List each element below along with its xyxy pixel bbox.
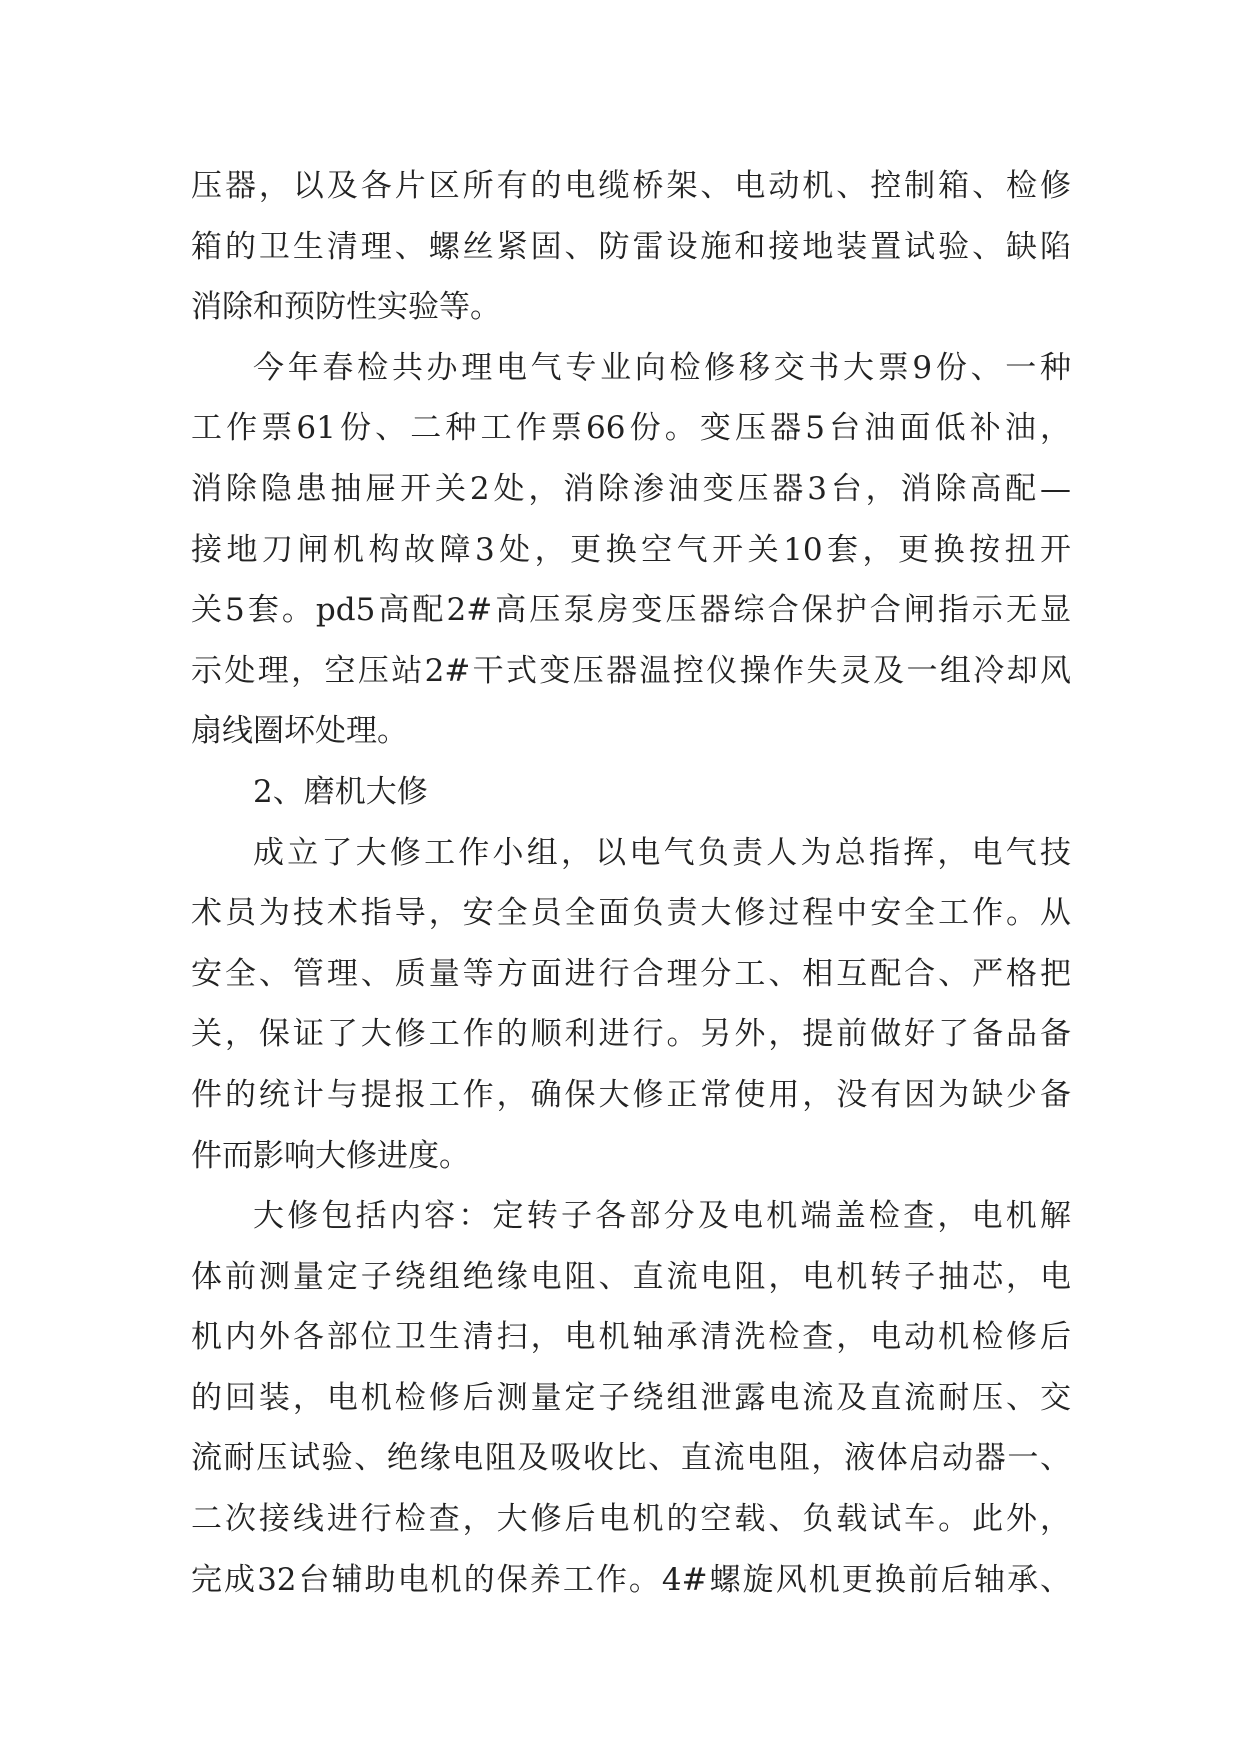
text-line: 流耐压试验、绝缘电阻及吸收比、直流电阻，液体启动器一、 (191, 1440, 1071, 1477)
text-line: 术员为技术指导，安全员全面负责大修过程中安全工作。从 (191, 895, 1071, 932)
text-line: 完成32台辅助电机的保养工作。4#螺旋风机更换前后轴承、 (191, 1561, 1071, 1598)
text-line: 箱的卫生清理、螺丝紧固、防雷设施和接地装置试验、缺陷 (191, 228, 1071, 265)
text-line: 消除和预防性实验等。 (191, 289, 501, 326)
text-line: 示处理，空压站2#干式变压器温控仪操作失灵及一组冷却风 (191, 652, 1071, 689)
paragraph-first-line: 大修包括内容：定转子各部分及电机端盖检查，电机解 (253, 1198, 1071, 1235)
text-line: 安全、管理、质量等方面进行合理分工、相互配合、严格把 (191, 955, 1071, 992)
text-line: 压器，以及各片区所有的电缆桥架、电动机、控制箱、检修 (191, 168, 1071, 204)
text-line: 接地刀闸机构故障3处，更换空气开关10套，更换按扭开 (191, 531, 1071, 568)
text-line: 关，保证了大修工作的顺利进行。另外，提前做好了备品备 (191, 1016, 1071, 1053)
text-line: 扇线圈坏处理。 (191, 713, 408, 750)
document-body (191, 156, 1071, 1610)
text-line: 的回装，电机检修后测量定子绕组泄露电流及直流耐压、交 (191, 1379, 1071, 1416)
text-line: 机内外各部位卫生清扫，电机轴承清洗检查，电动机检修后 (191, 1319, 1071, 1356)
section-heading: 2、磨机大修 (253, 773, 428, 810)
text-line: 消除隐患抽屉开关2处，消除渗油变压器3台，消除高配— (191, 470, 1071, 507)
text-line: 体前测量定子绕组绝缘电阻、直流电阻，电机转子抽芯，电 (191, 1258, 1071, 1295)
text-line: 件而影响大修进度。 (191, 1137, 470, 1174)
paragraph-first-line: 成立了大修工作小组，以电气负责人为总指挥，电气技 (253, 834, 1071, 871)
text-line: 关5套。pd5高配2#高压泵房变压器综合保护合闸指示无显 (191, 592, 1071, 629)
text-line: 二次接线进行检查，大修后电机的空载、负载试车。此外， (191, 1501, 1071, 1538)
text-line: 件的统计与提报工作，确保大修正常使用，没有因为缺少备 (191, 1076, 1071, 1113)
paragraph-first-line: 今年春检共办理电气专业向检修移交书大票9份、一种 (253, 349, 1071, 386)
text-line: 工作票61份、二种工作票66份。变压器5台油面低补油， (191, 410, 1071, 447)
